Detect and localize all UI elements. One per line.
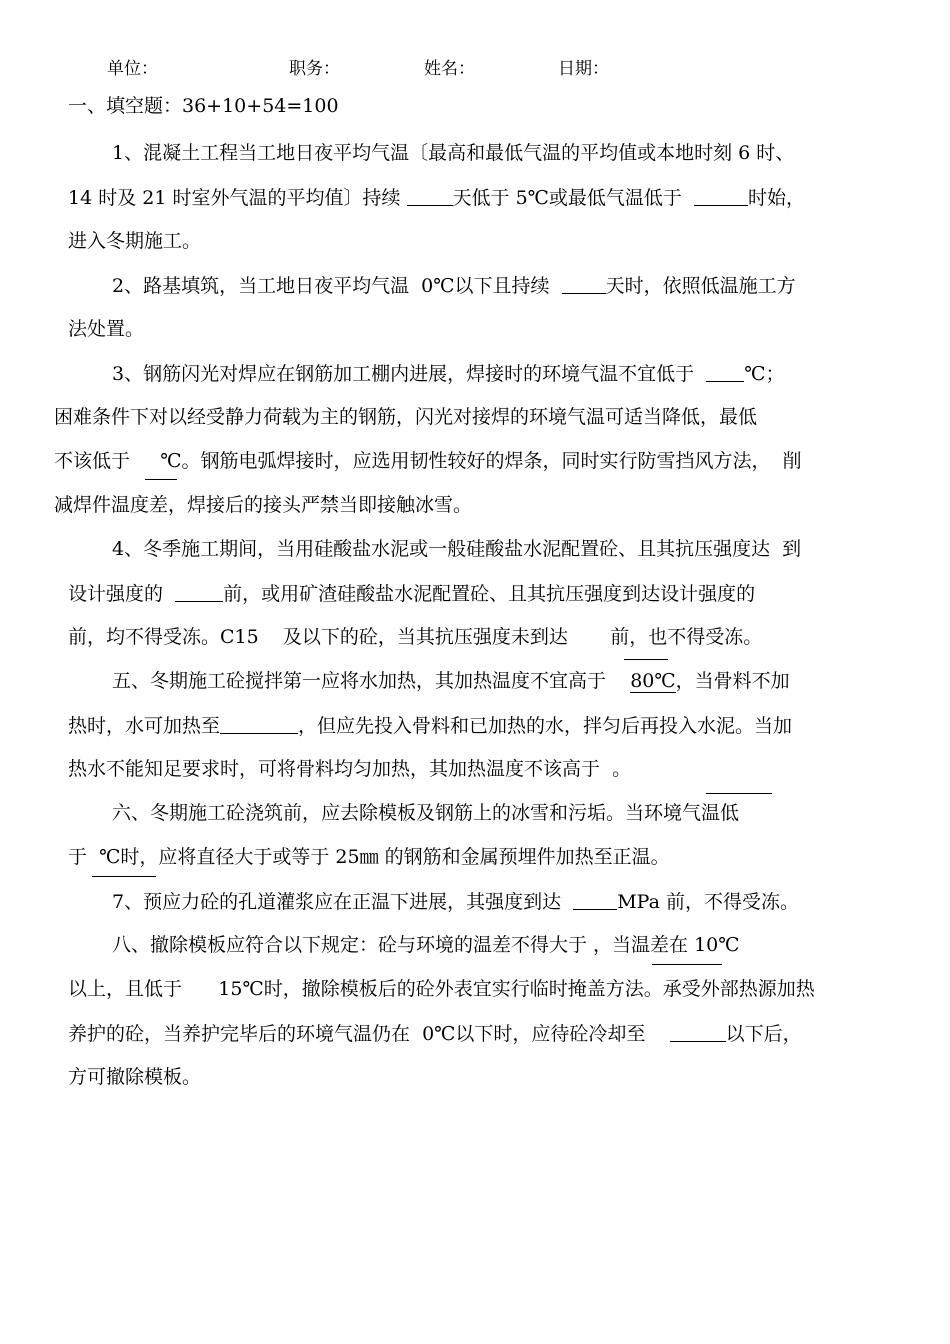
q3-blank-temp1[interactable] — [706, 361, 744, 382]
q8-blank-cool-temp[interactable] — [670, 1021, 726, 1042]
q7-line1: 7、预应力砼的孔道灌浆应在正温下进展，其强度到达 MPa 前，不得受冻。 — [112, 891, 799, 913]
q3-blank-temp2[interactable] — [145, 479, 177, 480]
q1-line1: 1、混凝土工程当工地日夜平均气温〔最高和最低气温的平均值或本地时刻 6 时、 — [112, 142, 795, 164]
q8-line4: 方可撤除模板。 — [68, 1066, 202, 1088]
q8-blank-temp-diff[interactable] — [652, 964, 722, 965]
q4-line1: 4、冬季施工期间，当用硅酸盐水泥或一般硅酸盐水泥配置砼、且其抗压强度达 到 — [112, 538, 802, 560]
unit-label: 单位： — [107, 59, 158, 79]
section-title: 一、填空题：36+10+54=100 — [68, 95, 339, 117]
q7-blank-mpa[interactable] — [573, 889, 617, 910]
q5-blank-aggregate-temp[interactable] — [706, 793, 772, 794]
q8-line1: 八、撤除模板应符合以下规定：砼与环境的温差不得大于 ，当温差在 10℃ — [112, 934, 740, 956]
q4-line2: 设计强度的 前，或用矿渣硅酸盐水泥配置砼、且其抗压强度到达设计强度的 — [68, 583, 756, 605]
name-label: 姓名： — [424, 59, 475, 79]
q1-line3: 进入冬期施工。 — [68, 230, 202, 252]
q5-line3: 热水不能知足要求时，可将骨料均匀加热，其加热温度不该高于 。 — [68, 758, 632, 780]
q6-line1: 六、冬期施工砼浇筑前，应去除模板及钢筋上的冰雪和污垢。当环境气温低 — [112, 802, 740, 824]
q3-line3: 不该低于 ℃。钢筋电弧焊接时，应选用韧性较好的焊条，同时实行防雪挡风方法， 削 — [54, 450, 802, 472]
q1-blank-temp[interactable] — [694, 185, 748, 206]
q5-line1: 五、冬期施工砼搅拌第一应将水加热，其加热温度不宜高于 80℃，当骨料不加 — [112, 670, 790, 692]
date-label: 日期： — [558, 59, 609, 79]
q3-line4: 减焊件温度差，焊接后的接头严禁当即接触冰雪。 — [54, 494, 473, 516]
q2-line2: 法处置。 — [68, 318, 145, 340]
q1-blank-days[interactable] — [407, 185, 453, 206]
position-label: 职务： — [289, 59, 340, 79]
q4-line3: 前，均不得受冻。C15 及以下的砼，当其抗压强度未到达 前，也不得受冻。 — [68, 626, 763, 648]
q5-blank-water-temp[interactable] — [220, 713, 298, 734]
q6-blank-temp[interactable] — [92, 876, 156, 877]
q2-blank-days[interactable] — [562, 273, 606, 294]
q3-line1: 3、钢筋闪光对焊应在钢筋加工棚内进展，焊接时的环境气温不宜低于 ℃； — [112, 363, 785, 385]
q4-blank-strength1[interactable] — [175, 581, 223, 602]
q2-line1: 2、路基填筑，当工地日夜平均气温 0℃以下且持续 天时，依照低温施工方 — [112, 275, 796, 297]
q1-line2: 14 时及 21 时室外气温的平均值〕持续 天低于 5℃或最低气温低于 时始， — [68, 187, 806, 209]
q8-line3: 养护的砼，当养护完毕后的环境气温仍在 0℃以下时，应待砼冷却至 以下后， — [68, 1023, 802, 1045]
q6-line2: 于 ℃时，应将直径大于或等于 25㎜ 的钢筋和金属预埋件加热至正温。 — [68, 846, 670, 868]
q4-blank-strength2[interactable] — [624, 659, 668, 660]
q3-line2: 困难条件下对以经受静力荷载为主的钢筋，闪光对接焊的环境气温可适当降低，最低 — [54, 406, 758, 428]
q5-line2: 热时，水可加热至 ，但应先投入骨料和已加热的水，拌匀后再投入水泥。当加 — [68, 715, 793, 737]
q8-line2: 以上，且低于 15℃时，撤除模板后的砼外表宜实行临时掩盖方法。承受外部热源加热 — [68, 978, 815, 1000]
